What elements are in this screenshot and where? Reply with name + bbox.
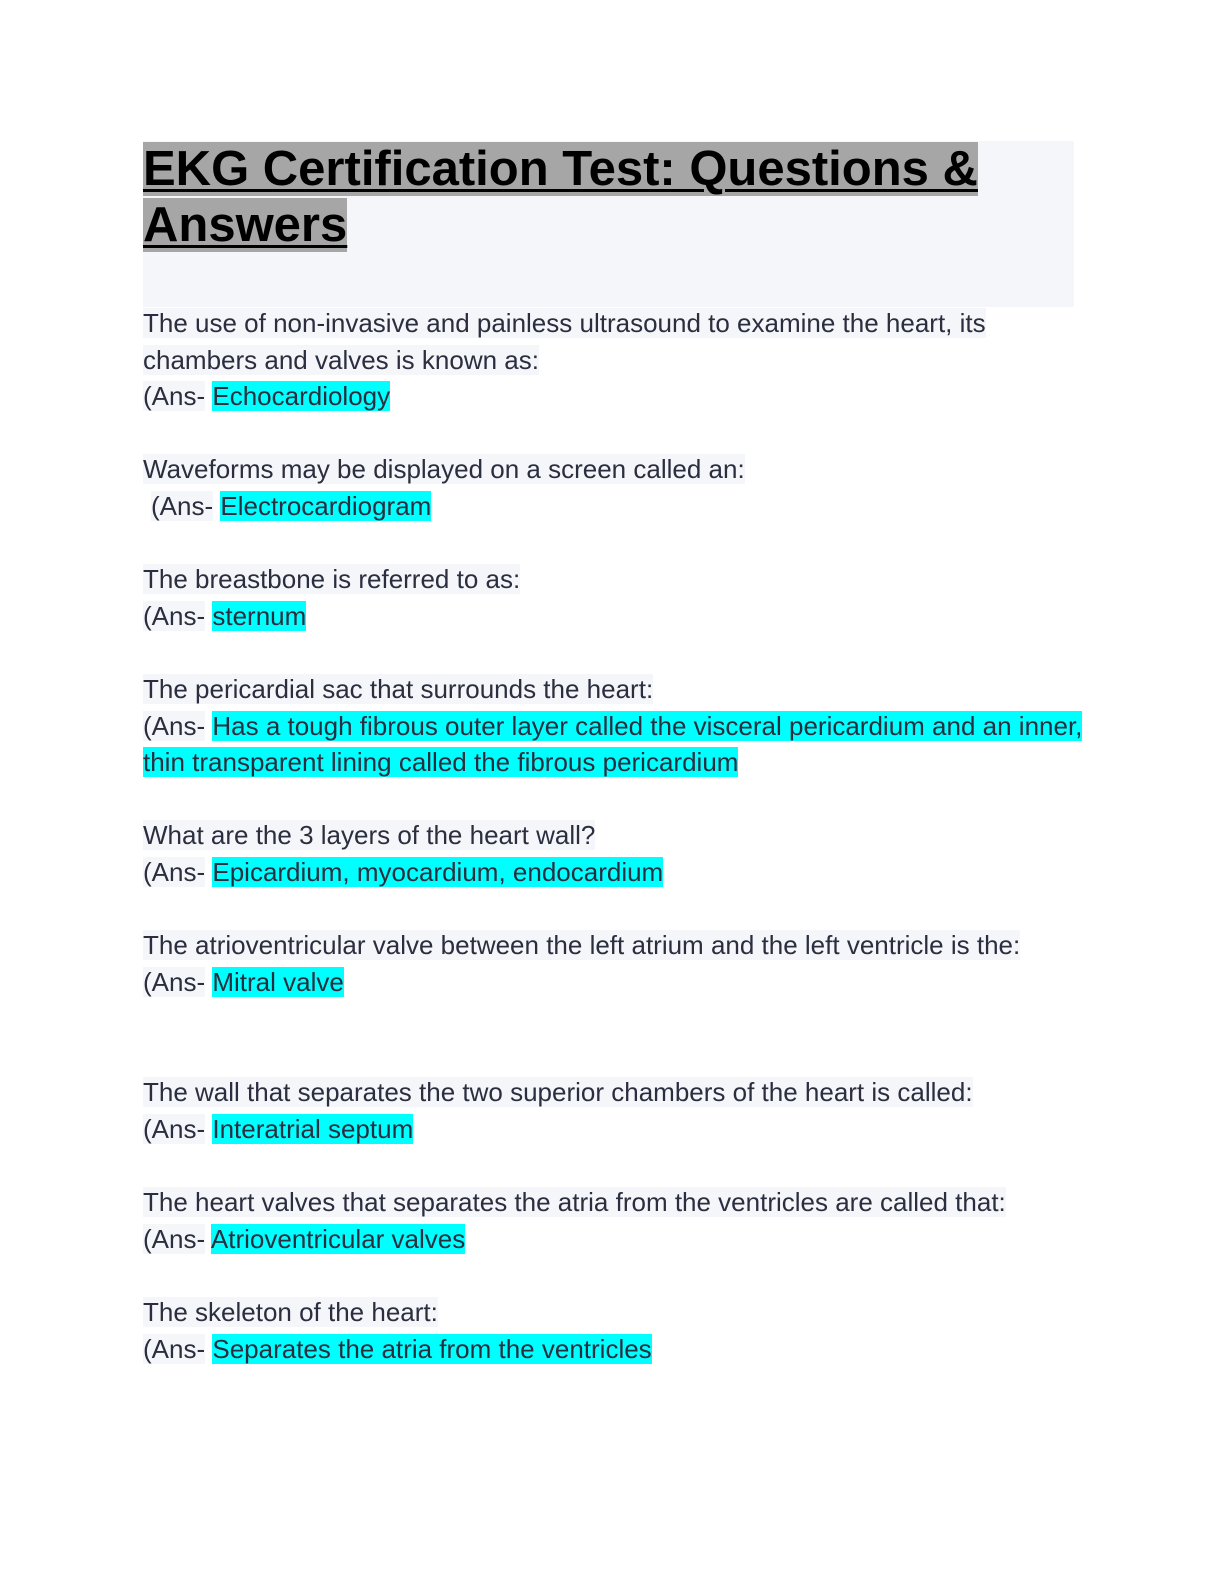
qa-item-3 [143,561,1083,634]
answer-prefix: (Ans- [143,710,206,741]
qa-item-2 [143,451,1083,524]
question-7: The wall that separates the two superior chambers of the heart is called: [143,1077,973,1107]
answer-line-4 [143,708,1083,781]
answer-line-3 [143,598,1083,635]
answer-line-1 [143,378,1083,415]
page-title-text: EKG Certification Test: Questions & Answers [143,142,978,252]
page-title [143,141,1043,253]
answer-prefix: (Ans- [143,1333,206,1364]
answer-line-2 [143,488,1083,525]
answer-prefix: (Ans- [143,1113,206,1144]
answer-line-9 [143,1331,1083,1368]
qa-item-4 [143,671,1083,781]
answer-8: Atrioventricular valves [210,1223,466,1254]
question-6: The atrioventricular valve between the left atrium and the left ventricle is the: [143,930,1021,960]
question-9: The skeleton of the heart: [143,1297,438,1327]
answer-6: Mitral valve [212,966,344,997]
answer-line-7 [143,1111,1083,1148]
question-1: The use of non-invasive and painless ultrasound to examine the heart, its chambers and valves is known as: [143,308,986,375]
answer-prefix: (Ans- [143,966,206,997]
qa-item-6 [143,927,1083,1000]
question-5: What are the 3 layers of the heart wall? [143,820,596,850]
answer-1: Echocardiology [212,381,391,412]
answer-prefix: (Ans- [143,1223,206,1254]
question-2: Waveforms may be displayed on a screen called an: [143,454,745,484]
answer-line-8 [143,1221,1083,1258]
question-3: The breastbone is referred to as: [143,564,521,594]
qa-item-7 [143,1074,1083,1147]
question-4: The pericardial sac that surrounds the heart: [143,674,654,704]
answer-line-5 [143,854,1083,891]
answer-4: Has a tough fibrous outer layer called the visceral pericardium and an inner, thin transparent lining called the fibrous pericardium [143,710,1083,778]
answer-prefix: (Ans- [151,490,214,521]
qa-item-8 [143,1184,1083,1257]
answer-5: Epicardium, myocardium, endocardium [212,856,664,887]
answer-line-6 [143,964,1083,1001]
qa-item-1 [143,305,1083,415]
answer-prefix: (Ans- [143,381,206,412]
qa-item-9 [143,1294,1083,1367]
answer-7: Interatrial septum [212,1113,414,1144]
answer-prefix: (Ans- [143,600,206,631]
answer-9: Separates the atria from the ventricles [212,1333,652,1364]
question-8: The heart valves that separates the atria from the ventricles are called that: [143,1187,1006,1217]
answer-2: Electrocardiogram [220,490,432,521]
answer-3: sternum [212,600,307,631]
answer-prefix: (Ans- [143,856,206,887]
qa-item-5 [143,817,1083,890]
